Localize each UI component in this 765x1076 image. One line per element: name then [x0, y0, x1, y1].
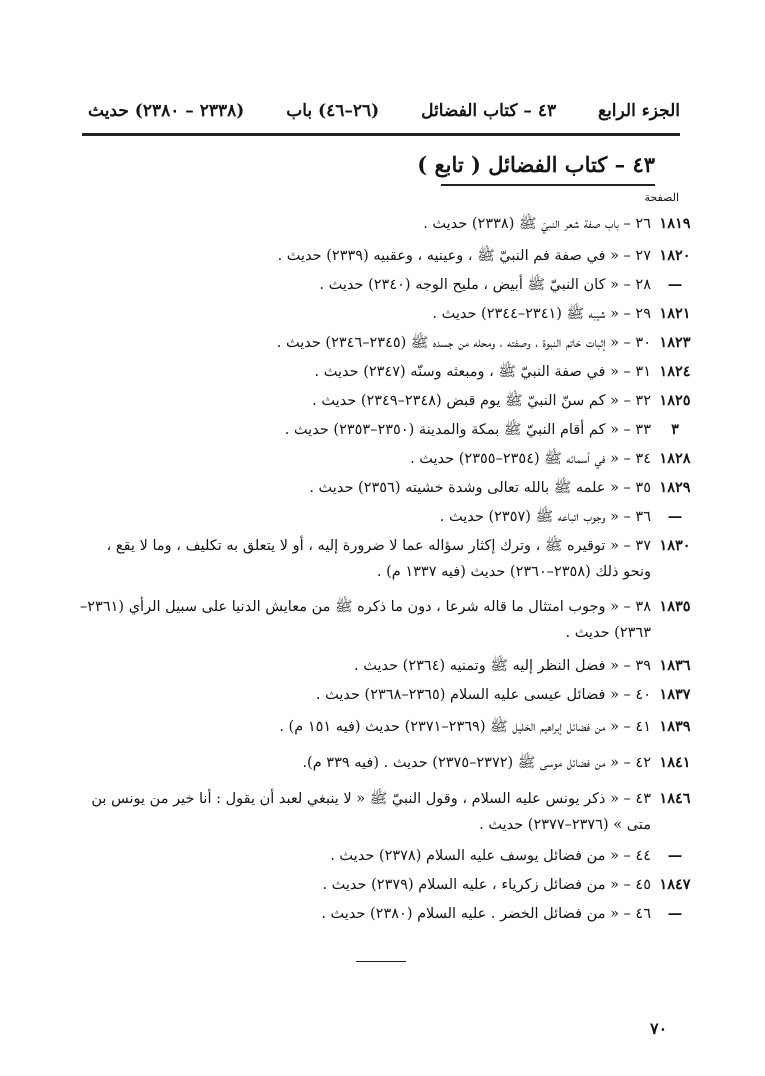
toc-entry	[79, 359, 699, 385]
toc-entry	[79, 901, 699, 927]
entry-page: ١٨٣٠	[659, 537, 691, 554]
entry-page: ١٨٣٦	[659, 657, 691, 674]
header-rule	[82, 133, 680, 136]
entry-text: ٣٥ – « علمه ﷺ بالله تعالى وشدة خشيته (٢٣٥٦) حديث .	[309, 480, 651, 496]
entry-page: ١٨٢٨	[659, 450, 691, 467]
entry-text: ٣٩ – « فضل النظر إليه ﷺ وتمنيه (٢٣٦٤) حديث .	[354, 658, 651, 674]
toc-entry	[79, 714, 699, 740]
entry-page: ١٨٤٧	[659, 876, 691, 893]
entry-page: —	[667, 847, 683, 864]
toc-entry	[79, 533, 699, 585]
entry-text: ٤٤ – « من فضائل يوسف عليه السلام (٢٣٧٨) حديث .	[330, 848, 651, 864]
header-hadith-range: (٢٣٣٨ – ٢٣٨٠) حديث	[88, 101, 245, 121]
toc-entry	[79, 243, 699, 269]
running-header	[88, 96, 680, 126]
toc-entry	[79, 504, 699, 530]
entry-text: ٣٣ – « كم أقام النبيّ ﷺ بمكة والمدينة (٢٣٥٠–٢٣٥٣) حديث .	[284, 422, 651, 438]
toc-entry	[79, 330, 699, 356]
entry-text: ٣٠ – « إثبات خاتم النبوة ، وصفته ، ومحله من جسده ﷺ (٢٣٤٥–٢٣٤٦) حديث .	[276, 335, 651, 351]
entry-page: ١٨٢٠	[659, 247, 691, 264]
entry-page: ١٨٢٤	[659, 363, 691, 380]
entry-page: ١٨٢٥	[659, 392, 691, 409]
entry-text: ٤٣ – « ذكر يونس عليه السلام ، وقول النبيّ ﷺ « لا ينبغي لعبد أن يقول : أنا خير من يونس بن متى » (٢٣٧٦–٢٣٧٧) حديث .	[91, 791, 651, 833]
entry-text: ٣٨ – « وجوب امتثال ما قاله شرعا ، دون ما ذكره ﷺ من معايش الدنيا على سبيل الرأي (٢٣٦١–٢٣٦٣) حديث .	[80, 599, 651, 641]
toc-entry	[79, 272, 699, 298]
entry-text: ٣٧ – « توقيره ﷺ ، وترك إكثار سؤاله عما لا ضرورة إليه ، أو لا يتعلق به تكليف ، وما لا يقع ، ونحو ذلك (٢٣٥٨–٢٣٦٠) حديث (فيه ١٣٣٧ م) .	[106, 538, 651, 580]
toc-entry	[79, 475, 699, 501]
entry-page: ١٨١٩	[659, 215, 691, 232]
header-book: ٤٣ – كتاب الفضائل	[421, 101, 557, 121]
entry-page: —	[667, 276, 683, 293]
footer-rule	[356, 961, 406, 962]
toc-entry	[79, 417, 699, 443]
book-title-underline	[441, 184, 655, 186]
header-volume: الجزء الرابع	[598, 101, 680, 121]
entry-page: ١٨٢١	[659, 305, 691, 322]
toc-entry	[79, 211, 699, 237]
page-column-label: الصفحة	[644, 191, 679, 204]
entry-page: ١٨٣٧	[659, 686, 691, 703]
entry-text: ٤٢ – « من فضائل موسى ﷺ (٢٣٧٢–٢٣٧٥) حديث . (فيه ٣٣٩ م).	[302, 755, 651, 771]
entry-page: ٣	[671, 421, 679, 438]
entry-page: ١٨٢٣	[659, 334, 691, 351]
entry-text: ٢٩ – « شيبه ﷺ (٢٣٤١–٢٣٤٤) حديث .	[432, 306, 651, 322]
entry-page: ١٨٣٩	[659, 718, 691, 735]
toc-entry	[79, 446, 699, 472]
entry-page: —	[667, 508, 683, 525]
page-number: ٧٠	[650, 1019, 668, 1038]
entry-text: ٤٦ – « من فضائل الخضر . عليه السلام (٢٣٨٠) حديث .	[321, 906, 651, 922]
toc-entry	[79, 843, 699, 869]
header-chapters: (٢٦–٤٦) باب	[286, 101, 380, 121]
entry-page: —	[667, 905, 683, 922]
toc-entry	[79, 653, 699, 679]
toc-entry	[79, 872, 699, 898]
book-title: ٤٣ – كتاب الفضائل ( تابع )	[417, 152, 655, 177]
entry-text: ٣٦ – « وجوب اتباعه ﷺ (٢٣٥٧) حديث .	[439, 509, 651, 525]
entry-text: ٣١ – « في صفة النبيّ ﷺ ، ومبعثه وسنّه (٢٣٤٧) حديث .	[314, 364, 651, 380]
toc-entry	[79, 786, 699, 838]
entry-text: ٤٠ – « فضائل عيسى عليه السلام (٢٣٦٥–٢٣٦٨) حديث .	[315, 687, 651, 703]
entry-text: ٢٨ – « كان النبيّ ﷺ أبيض ، مليح الوجه (٢٣٤٠) حديث .	[319, 277, 651, 293]
entry-text: ٢٧ – « في صفة فم النبيّ ﷺ ، وعينيه ، وعقبيه (٢٣٣٩) حديث .	[277, 248, 651, 264]
toc-entry	[79, 301, 699, 327]
entry-text: ٣٢ – « كم سنّ النبيّ ﷺ يوم قبض (٢٣٤٨–٢٣٤٩) حديث .	[312, 393, 651, 409]
toc-entry	[79, 388, 699, 414]
entry-page: ١٨٤٦	[659, 790, 691, 807]
toc-entry	[79, 750, 699, 776]
entry-text: ٣٤ – « في أسمائه ﷺ (٢٣٥٤–٢٣٥٥) حديث .	[410, 451, 651, 467]
entry-text: ٤٥ – « من فضائل زكرياء ، عليه السلام (٢٣٧٩) حديث .	[322, 877, 651, 893]
entry-page: ١٨٢٩	[659, 479, 691, 496]
entry-text: ٢٦ – باب صفة شعر النبيّ ﷺ (٢٣٣٨) حديث .	[423, 216, 651, 232]
entry-page: ١٨٤١	[659, 754, 691, 771]
toc-entry	[79, 682, 699, 708]
toc-entry	[79, 594, 699, 646]
entry-text: ٤١ – « من فضائل إبراهيم الخليل ﷺ (٢٣٦٩–٢٣٧١) حديث (فيه ١٥١ م) .	[279, 719, 651, 735]
entry-page: ١٨٣٥	[659, 598, 691, 615]
